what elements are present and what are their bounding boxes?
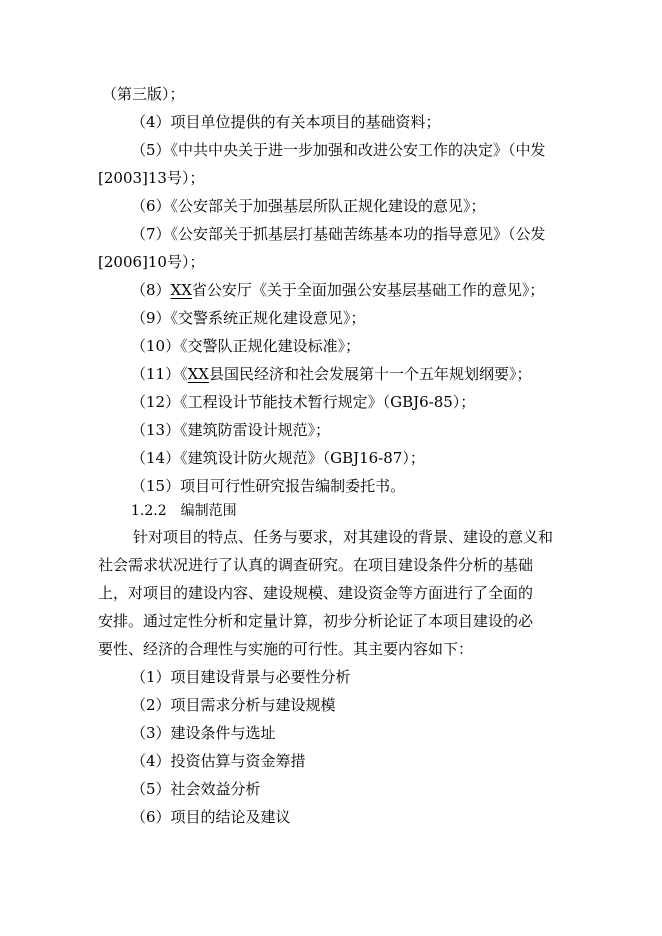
reference-line: （7）《公安部关于抓基层打基础苦练基本功的指导意见》（公发 <box>131 225 546 243</box>
reference-line: （9）《交警系统正规化建设意见》； <box>131 309 366 327</box>
reference-line: [2003]13号）； <box>98 169 205 187</box>
reference-line: （10）《交警队正规化建设标准》； <box>131 337 361 355</box>
content-item: （2）项目需求分析与建设规模 <box>131 696 336 714</box>
paragraph-line: 社会需求状况进行了认真的调查研究。在项目建设条件分析的基础 <box>98 556 534 574</box>
placeholder-underlined: XX <box>170 281 192 299</box>
reference-line: （15）项目可行性研究报告编制委托书。 <box>131 477 406 495</box>
content-item: （5）社会效益分析 <box>131 780 261 798</box>
content-item: （3）建设条件与选址 <box>131 724 276 742</box>
reference-line: （4）项目单位提供的有关本项目的基础资料； <box>131 113 441 131</box>
reference-prefix: （11）《 <box>131 365 188 383</box>
section-heading <box>131 500 237 522</box>
reference-prefix: （8） <box>131 281 171 299</box>
content-item: （1）项目建设背景与必要性分析 <box>131 668 351 686</box>
section-title: 编制范围 <box>180 503 237 519</box>
reference-line: [2006]10号）； <box>98 253 205 271</box>
paragraph-line: 要性、经济的合理性与实施的可行性。其主要内容如下： <box>98 640 474 658</box>
section-number: 1.2.2 <box>131 503 167 519</box>
reference-line <box>131 363 531 385</box>
paragraph-line: 安排。通过定性分析和定量计算，初步分析论证了本项目建设的必 <box>98 612 534 630</box>
reference-text: 省公安厅《关于全面加强公安基层基础工作的意见》； <box>191 281 545 299</box>
reference-text: 县国民经济和社会发展第十一个五年规划纲要》； <box>208 365 532 383</box>
reference-line: （第三版）； <box>102 85 185 103</box>
content-item: （4）投资估算与资金筹措 <box>131 752 306 770</box>
content-item: （6）项目的结论及建议 <box>131 808 291 826</box>
reference-line: （13）《建筑防雷设计规范》； <box>131 421 331 439</box>
paragraph-line: 针对项目的特点、任务与要求，对其建设的背景、建设的意义和 <box>133 528 554 546</box>
reference-line: （14）《建筑设计防火规范》（GBJ16-87）； <box>131 449 425 467</box>
placeholder-underlined: XX <box>187 365 209 383</box>
reference-line: （12）《工程设计节能技术暂行规定》（GBJ6-85）； <box>131 393 476 411</box>
reference-line: （5）《中共中央关于进一步加强和改进公安工作的决定》（中发 <box>131 141 546 159</box>
reference-line: （6）《公安部关于加强基层所队正规化建设的意见》； <box>131 197 486 215</box>
reference-line <box>131 279 544 301</box>
paragraph-line: 上，对项目的建设内容、建设规模、建设资金等方面进行了全面的 <box>98 584 534 602</box>
